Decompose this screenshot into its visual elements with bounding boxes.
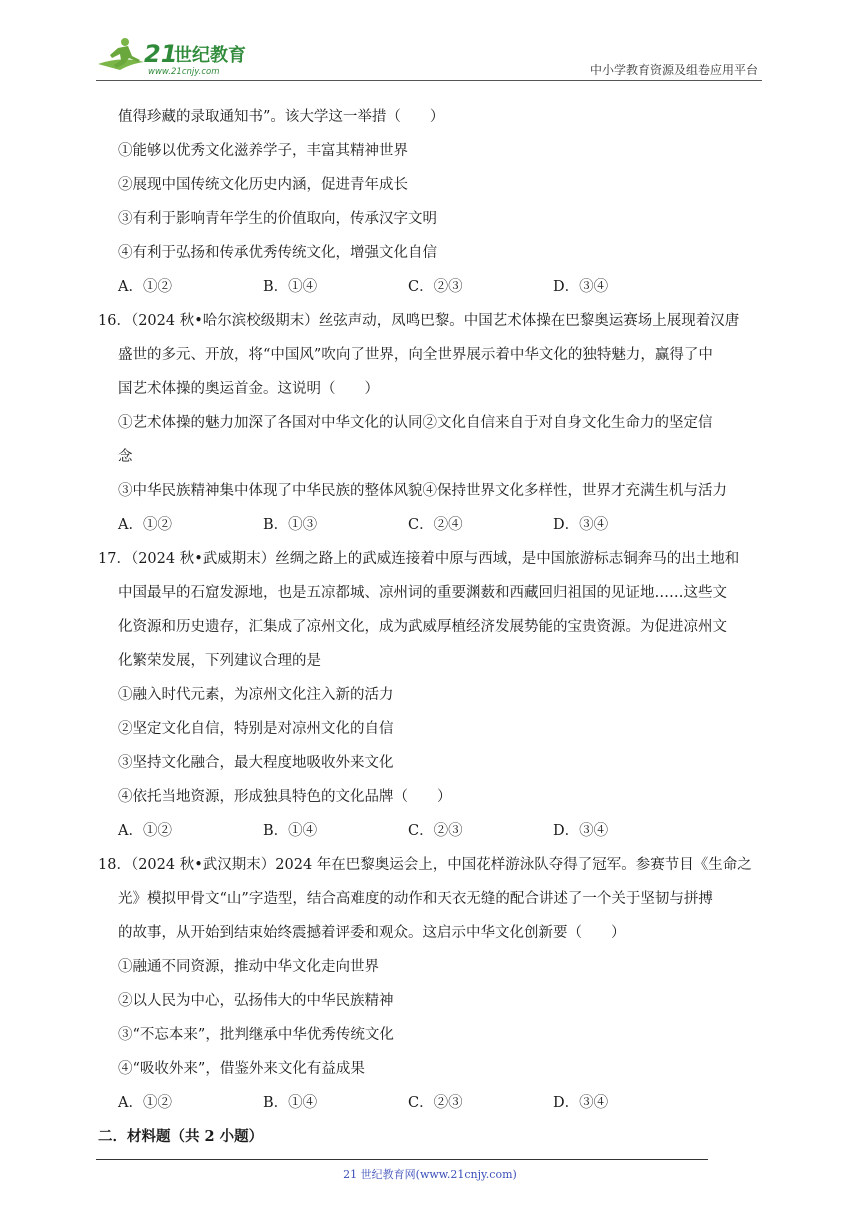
q17-item-2: ②坚定文化自信，特别是对凉州文化的自信 (118, 721, 394, 737)
q17-stem-line-2: 中国最早的石窟发源地，也是五凉都城、凉州词的重要渊薮和西藏回归祖国的见证地……这些文 (118, 585, 727, 601)
q15-option-b: B．①④ (263, 279, 318, 295)
q15-options (118, 270, 778, 304)
svg-text:21: 21 (144, 40, 178, 68)
header-platform-text: 中小学教育资源及组卷应用平台 (589, 63, 758, 77)
q15-item-4: ④有利于弘扬和传承优秀传统文化，增强文化自信 (118, 245, 437, 261)
q17-option-b: B．①④ (263, 823, 318, 839)
q15-option-d: D．③④ (553, 279, 609, 295)
q18-stem-line-2: 光》模拟甲骨文“山”字造型，结合高难度的动作和天衣无缝的配合讲述了一个关于坚韧与拼搏 (118, 891, 713, 907)
q15-option-c: C．②③ (408, 279, 463, 295)
q17-item-3: ③坚持文化融合，最大程度地吸收外来文化 (118, 755, 394, 771)
q16-item-line-1: ①艺术体操的魅力加深了各国对中华文化的认同②文化自信来自于对自身文化生命力的坚定信 (118, 415, 713, 431)
q18-item-3: ③“不忘本来”，批判继承中华优秀传统文化 (118, 1027, 394, 1043)
header-divider (96, 80, 762, 81)
q18-stem-line-1: 18．（2024 秋•武汉期末）2024 年在巴黎奥运会上，中国花样游泳队夺得了冠军。参赛节目《生命之 (98, 857, 752, 873)
q17-item-4: ④依托当地资源，形成独具特色的文化品牌（ ） (118, 789, 452, 805)
q16-item-line-3: ③中华民族精神集中体现了中华民族的整体风貌④保持世界文化多样性，世界才充满生机与活力 (118, 483, 727, 499)
q16-option-c: C．②④ (408, 517, 463, 533)
q18-options (118, 1086, 778, 1120)
site-logo (92, 34, 262, 78)
q17-stem-line-4: 化繁荣发展，下列建议合理的是 (118, 653, 321, 669)
svg-text:www.21cnjy.com: www.21cnjy.com (148, 67, 220, 77)
svg-text:世纪教育: 世纪教育 (174, 45, 246, 66)
q17-item-1: ①融入时代元素，为凉州文化注入新的活力 (118, 687, 394, 703)
q16-stem-line-3: 国艺术体操的奥运首金。这说明（ ） (118, 381, 379, 397)
q16-option-d: D．③④ (553, 517, 609, 533)
q15-item-2: ②展现中国传统文化历史内涵，促进青年成长 (118, 177, 408, 193)
q18-item-2: ②以人民为中心，弘扬伟大的中华民族精神 (118, 993, 394, 1009)
q15-stem-end: 值得珍藏的录取通知书”。该大学这一举措（ ） (118, 109, 445, 125)
q16-item-line-2: 念 (118, 449, 133, 465)
q15-item-1: ①能够以优秀文化滋养学子，丰富其精神世界 (118, 143, 408, 159)
q18-item-1: ①融通不同资源，推动中华文化走向世界 (118, 959, 379, 975)
q18-option-b: B．①④ (263, 1095, 318, 1111)
q15-option-a: A．①② (118, 279, 172, 295)
q18-option-c: C．②③ (408, 1095, 463, 1111)
q17-option-c: C．②③ (408, 823, 463, 839)
q16-stem-line-2: 盛世的多元、开放，将“中国风”吹向了世界，向全世界展示着中华文化的独特魅力，赢得了中 (118, 347, 713, 363)
footer-divider (96, 1159, 708, 1160)
q18-option-a: A．①② (118, 1095, 172, 1111)
section-heading: 二．材料题（共 2 小题） (98, 1128, 264, 1145)
footer-link[interactable]: 21 世纪教育网(www.21cnjy.com) (343, 1168, 517, 1181)
q16-option-b: B．①③ (263, 517, 318, 533)
q16-stem-line-1: 16．（2024 秋•哈尔滨校级期末）丝弦声动，凤鸣巴黎。中国艺术体操在巴黎奥运赛场上展现着汉唐 (98, 313, 740, 329)
page-content (98, 100, 778, 1154)
q18-item-4: ④“吸收外来”，借鉴外来文化有益成果 (118, 1061, 365, 1077)
page-header (0, 0, 860, 90)
q17-options (118, 814, 778, 848)
q17-stem-line-3: 化资源和历史遗存，汇集成了凉州文化，成为武威厚植经济发展势能的宝贵资源。为促进凉州文 (118, 619, 727, 635)
q17-option-d: D．③④ (553, 823, 609, 839)
q16-options (118, 508, 778, 542)
q18-option-d: D．③④ (553, 1095, 609, 1111)
q16-option-a: A．①② (118, 517, 172, 533)
q18-stem-line-3: 的故事，从开始到结束始终震撼着评委和观众。这启示中华文化创新要（ ） (118, 925, 626, 941)
q17-option-a: A．①② (118, 823, 172, 839)
q15-item-3: ③有利于影响青年学生的价值取向，传承汉字文明 (118, 211, 437, 227)
q17-stem-line-1: 17．（2024 秋•武威期末）丝绸之路上的武威连接着中原与西域，是中国旅游标志铜奔马的出土地和 (98, 551, 740, 567)
